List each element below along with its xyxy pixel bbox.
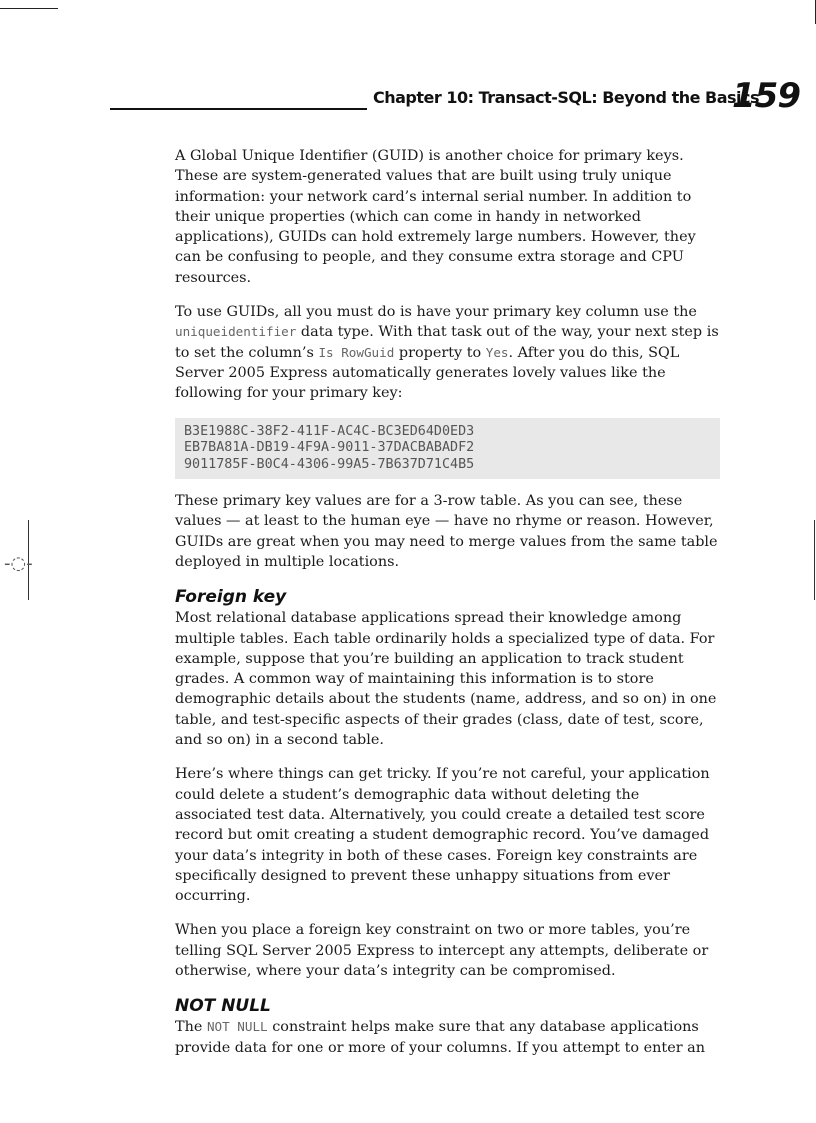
registration-mark-icon: -◌-	[4, 553, 33, 574]
paragraph-foreign-key-constraint: When you place a foreign key constraint on two or more tables, you’re telling SQL Server 2005 Express to intercept any attempts, deliberate or otherwise, where your data’s integrity can be compromised.	[175, 922, 709, 979]
paragraph-guid-values: These primary key values are for a 3-row table. As you can see, these values — at least to the human eye — have no rhyme or reason. However, GUIDs are great when you may need to merge values from the same table deployed in multiple locations.	[175, 493, 718, 570]
margin-line-right	[814, 520, 815, 600]
inline-code-uniqueidentifier: uniqueidentifier	[175, 324, 297, 340]
code-line: 9011785F-B0C4-4306-99A5-7B637D71C4B5	[184, 456, 475, 472]
code-line: EB7BA81A-DB19-4F9A-9011-37DACBABADF2	[184, 440, 475, 456]
header-rule	[110, 108, 367, 110]
chapter-title: Chapter 10: Transact-SQL: Beyond the Basics	[373, 88, 760, 107]
heading-not-null: NOT NULL	[175, 996, 271, 1017]
page-header	[110, 76, 816, 120]
inline-code-is-rowguid: Is RowGuid	[318, 344, 395, 360]
paragraph-guid-usage: To use GUIDs, all you must do is have your primary key column use the uniqueidentifier data type. With that task out of the way, your next step is to set the column’s Is RowGuid property to Yes. After you do this, SQL Server 2005 Express automatically generates lovely values like the following for your primary key:	[175, 304, 719, 402]
page-body	[175, 146, 720, 1072]
paragraph-guid-intro: A Global Unique Identifier (GUID) is another choice for primary keys. These are system-generated values that are built using truly unique information: your network card’s internal serial number. In addition to their unique properties (which can come in handy in networked applications), GUIDs can hold extremely large numbers. However, they can be confusing to people, and they consume extra storage and CPU resources.	[175, 148, 696, 286]
paragraph-foreign-key-intro: Most relational database applications spread their knowledge among multiple tables. Each table ordinarily holds a specialized type of data. For example, suppose that you’re building an application to track student grades. A common way of maintaining this information is to store demographic details about the students (name, address, and so on) in one table, and test-specific aspects of their grades (class, date of test, score, and so on) in a second table.	[175, 610, 717, 749]
page-number: 159	[732, 76, 800, 116]
code-line: B3E1988C-38F2-411F-AC4C-BC3ED64D0ED3	[184, 423, 475, 439]
inline-code-yes: Yes	[485, 344, 509, 360]
paragraph-foreign-key-tricky: Here’s where things can get tricky. If you’re not careful, your application could delete a student’s demographic data without deleting the associated test data. Alternatively, you could create a detailed test score record but omit creating a student demographic record. You’ve damaged your data’s integrity in both of these cases. Foreign key constraints are specifically designed to prevent these unhappy situations from ever occurring.	[175, 766, 710, 905]
paragraph-not-null: The NOT NULL constraint helps make sure that any database applications provide data for one or more of your columns. If you attempt to enter an	[175, 1019, 706, 1056]
heading-foreign-key: Foreign key	[175, 587, 287, 608]
guid-code-block	[175, 418, 720, 480]
crop-mark-top	[0, 8, 58, 9]
inline-code-not-null: NOT NULL	[206, 1019, 268, 1035]
